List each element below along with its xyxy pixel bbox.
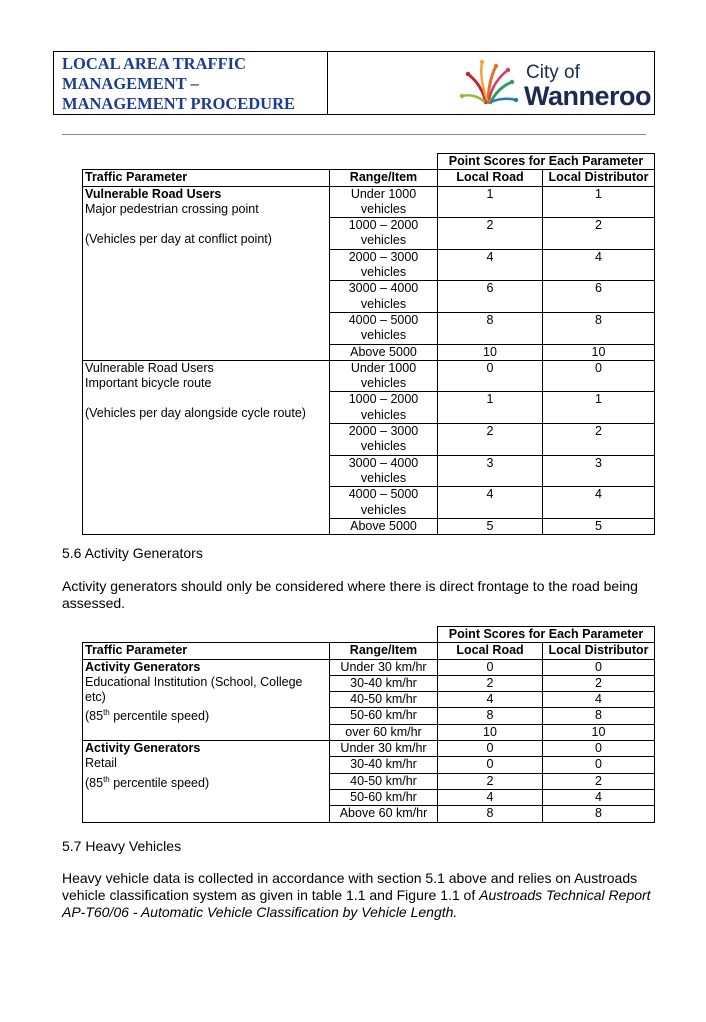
table-header-row [83,170,655,186]
table-group-header-row [83,154,655,170]
document-title [54,52,328,114]
local-road-cell: 0 [438,741,543,757]
range-cell: 3000 – 4000 vehicles [330,455,438,487]
local-road-cell: 0 [438,659,543,675]
local-distributor-cell: 2 [543,675,655,691]
range-cell: Under 30 km/hr [330,741,438,757]
local-road-cell: 2 [438,218,543,250]
parameter-desc: Retail [85,756,117,771]
local-road-cell: 8 [438,708,543,724]
parameter-note: (85th percentile speed) [85,774,210,790]
section-5-6-heading: 5.6 Activity Generators [62,545,203,561]
range-cell: Above 5000 [330,344,438,360]
title-line-1: LOCAL AREA TRAFFIC [62,54,246,73]
table-row [83,186,655,218]
local-distributor-cell: 4 [543,487,655,519]
local-road-cell: 8 [438,806,543,822]
parameter-note: (Vehicles per day alongside cycle route) [85,406,306,421]
parameter-title: Activity Generators [85,659,201,674]
col-range-item: Range/Item [330,170,438,186]
local-road-cell: 8 [438,312,543,344]
section-5-6-body: Activity generators should only be considered where there is direct frontage to the road being assessed. [62,578,638,611]
range-cell: Above 5000 [330,518,438,534]
parameter-desc: Educational Institution (School, College etc) [85,674,303,705]
local-road-cell: 2 [438,773,543,789]
local-road-cell: 4 [438,692,543,708]
local-distributor-cell: 8 [543,806,655,822]
local-distributor-cell: 2 [543,773,655,789]
parameter-desc: Major pedestrian crossing point [85,201,259,216]
col-range-item: Range/Item [330,643,438,659]
local-distributor-cell: 10 [543,724,655,740]
local-distributor-cell: 0 [543,757,655,773]
range-cell: 50-60 km/hr [330,789,438,805]
local-distributor-cell: 4 [543,692,655,708]
parameter-cell [83,741,330,822]
section-5-7-heading: 5.7 Heavy Vehicles [62,838,182,854]
range-cell: 40-50 km/hr [330,773,438,789]
group-header: Point Scores for Each Parameter [438,154,655,170]
parameter-cell [83,659,330,740]
vulnerable-road-users-table [82,153,655,535]
local-road-cell: 10 [438,344,543,360]
title-line-2: MANAGEMENT – [62,74,199,93]
col-local-road: Local Road [438,170,543,186]
local-distributor-cell: 5 [543,518,655,534]
local-road-cell: 5 [438,518,543,534]
local-road-cell: 10 [438,724,543,740]
range-cell: Under 1000 vehicles [330,186,438,218]
report-reference: Austroads Technical Report AP-T60/06 - Automatic Vehicle Classification by Vehicle Length. [62,887,651,920]
range-cell: 2000 – 3000 vehicles [330,424,438,456]
logo-name-text: Wanneroo [524,81,651,111]
range-cell: over 60 km/hr [330,724,438,740]
document-header [53,51,655,115]
local-distributor-cell: 1 [543,392,655,424]
logo-city-text: City of [526,62,580,83]
range-cell: 4000 – 5000 vehicles [330,487,438,519]
local-road-cell: 4 [438,487,543,519]
city-logo [328,52,654,114]
parameter-title: Activity Generators [85,741,201,756]
local-road-cell: 0 [438,360,543,392]
range-cell: 4000 – 5000 vehicles [330,312,438,344]
local-distributor-cell: 2 [543,424,655,456]
parameter-cell [83,186,330,360]
table-group-header-row [83,627,655,643]
local-road-cell: 2 [438,675,543,691]
range-cell: 30-40 km/hr [330,675,438,691]
table-row [83,360,655,392]
local-distributor-cell: 0 [543,360,655,392]
local-distributor-cell: 2 [543,218,655,250]
local-road-cell: 0 [438,757,543,773]
parameter-desc: Important bicycle route [85,376,212,391]
parameter-note: (Vehicles per day at conflict point) [85,232,272,247]
col-traffic-parameter: Traffic Parameter [83,170,330,186]
range-cell: Above 60 km/hr [330,806,438,822]
local-distributor-cell: 1 [543,186,655,218]
local-road-cell: 2 [438,424,543,456]
table-row [83,741,655,757]
parameter-title: Vulnerable Road Users [85,360,214,375]
local-distributor-cell: 8 [543,708,655,724]
section-5-7-body-text: Heavy vehicle data is collected in accordance with section 5.1 above and relies on Austroads vehicle classification system as given in table 1.1 and Figure 1.1 of [62,870,638,903]
local-road-cell: 1 [438,392,543,424]
local-road-cell: 3 [438,455,543,487]
local-distributor-cell: 10 [543,344,655,360]
col-local-distributor: Local Distributor [543,643,655,659]
title-line-3: MANAGEMENT PROCEDURE [62,94,295,113]
range-cell: 2000 – 3000 vehicles [330,249,438,281]
section-5-7-body [62,870,654,921]
col-traffic-parameter: Traffic Parameter [83,643,330,659]
header-divider [62,134,646,135]
group-header: Point Scores for Each Parameter [438,627,655,643]
range-cell: 40-50 km/hr [330,692,438,708]
range-cell: Under 30 km/hr [330,659,438,675]
local-road-cell: 4 [438,249,543,281]
local-distributor-cell: 0 [543,659,655,675]
parameter-cell [83,360,330,534]
range-cell: 50-60 km/hr [330,708,438,724]
local-distributor-cell: 3 [543,455,655,487]
col-local-distributor: Local Distributor [543,170,655,186]
local-road-cell: 1 [438,186,543,218]
range-cell: 1000 – 2000 vehicles [330,392,438,424]
table-row [83,659,655,675]
range-cell: 1000 – 2000 vehicles [330,218,438,250]
local-distributor-cell: 4 [543,249,655,281]
table-header-row [83,643,655,659]
activity-generators-table [82,626,655,823]
local-distributor-cell: 4 [543,789,655,805]
range-cell: Under 1000 vehicles [330,360,438,392]
col-local-road: Local Road [438,643,543,659]
logo-emblem-icon [460,60,518,104]
local-road-cell: 4 [438,789,543,805]
range-cell: 3000 – 4000 vehicles [330,281,438,313]
range-cell: 30-40 km/hr [330,757,438,773]
local-distributor-cell: 6 [543,281,655,313]
local-road-cell: 6 [438,281,543,313]
parameter-note: (85th percentile speed) [85,708,210,724]
parameter-title: Vulnerable Road Users [85,186,222,201]
local-distributor-cell: 0 [543,741,655,757]
local-distributor-cell: 8 [543,312,655,344]
